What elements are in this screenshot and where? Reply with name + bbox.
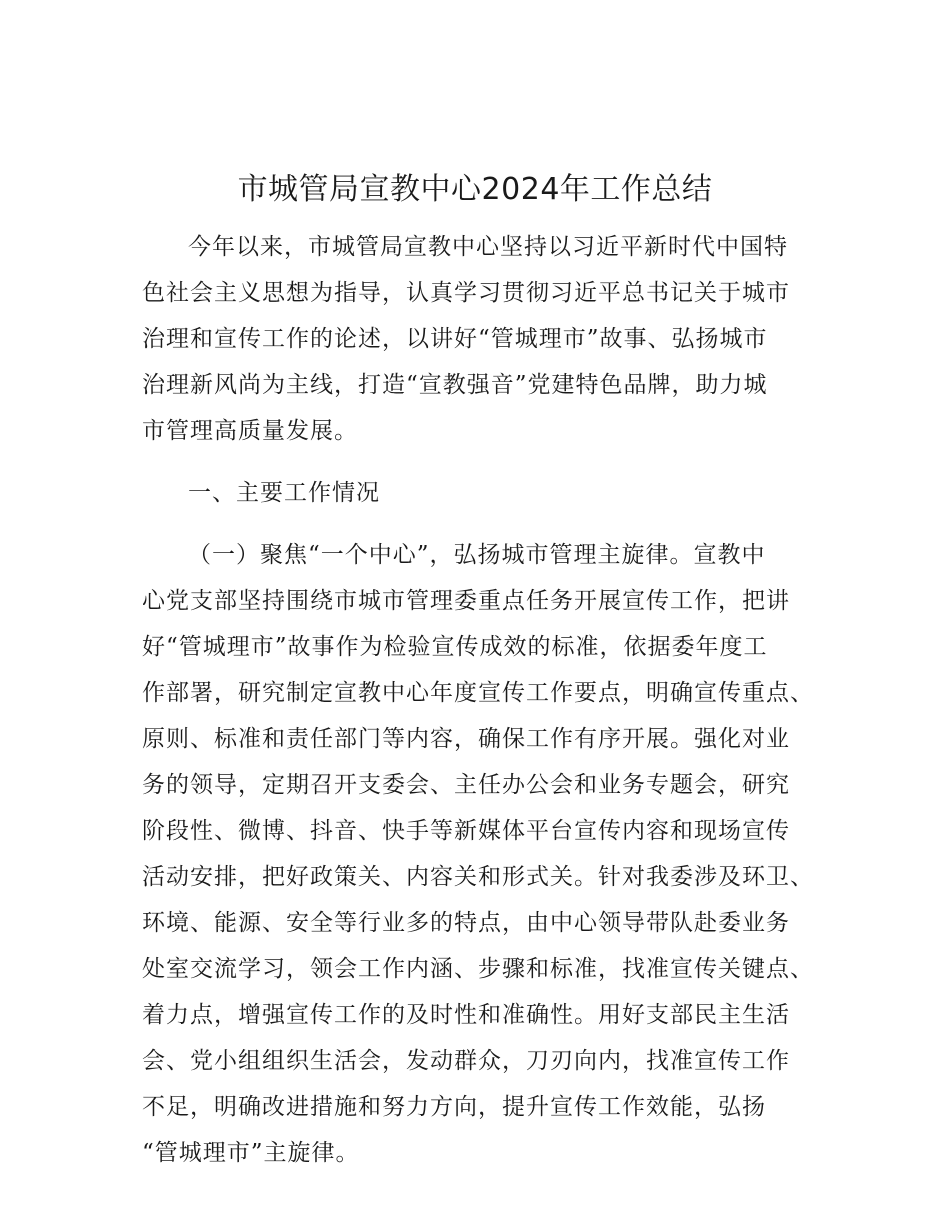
paragraph-line: 今年以来，市城管局宣教中心坚持以习近平新时代中国特 xyxy=(188,234,788,260)
document-title: 市城管局宣教中心2024年工作总结 xyxy=(237,172,713,207)
paragraph-line: 作部署，研究制定宣教中心年度宣传工作要点，明确宣传重点、 xyxy=(142,680,814,706)
paragraph-line: 治理新风尚为主线，打造“宣教强音”党建特色品牌，助力城 xyxy=(142,372,768,398)
paragraph-line: 原则、标准和责任部门等内容，确保工作有序开展。强化对业 xyxy=(142,726,790,752)
paragraph-line: 务的领导，定期召开支委会、主任办公会和业务专题会，研究 xyxy=(142,772,790,798)
paragraph-line: 活动安排，把好政策关、内容关和形式关。针对我委涉及环卫、 xyxy=(142,864,814,890)
intro-paragraph xyxy=(142,224,814,454)
paragraph-line: （一）聚焦“一个中心”，弘扬城市管理主旋律。宣教中 xyxy=(188,542,766,568)
paragraph-line: 治理和宣传工作的论述，以讲好“管城理市”故事、弘扬城市 xyxy=(142,326,768,352)
section-heading xyxy=(142,470,814,516)
paragraph-line: 不足，明确改进措施和努力方向，提升宣传工作效能，弘扬 xyxy=(142,1094,766,1120)
section-heading-text: 一、主要工作情况 xyxy=(188,480,380,506)
paragraph-line: 阶段性、微博、抖音、快手等新媒体平台宣传内容和现场宣传 xyxy=(142,818,790,844)
paragraph-line: 市管理高质量发展。 xyxy=(142,418,358,444)
paragraph-line: 处室交流学习，领会工作内涵、步骤和标准，找准宣传关键点、 xyxy=(142,956,814,982)
paragraph-line: 着力点，增强宣传工作的及时性和准确性。用好支部民主生活 xyxy=(142,1002,790,1028)
paragraph-line: “管城理市”主旋律。 xyxy=(142,1140,360,1166)
subsection-paragraph xyxy=(142,532,814,1176)
document-body xyxy=(142,224,814,1176)
paragraph-line: 会、党小组组织生活会，发动群众，刀刃向内，找准宣传工作 xyxy=(142,1048,790,1074)
paragraph-line: 环境、能源、安全等行业多的特点，由中心领导带队赴委业务 xyxy=(142,910,790,936)
paragraph-line: 心党支部坚持围绕市城市管理委重点任务开展宣传工作，把讲 xyxy=(142,588,790,614)
paragraph-line: 好“管城理市”故事作为检验宣传成效的标准，依据委年度工 xyxy=(142,634,768,660)
paragraph-line: 色社会主义思想为指导，认真学习贯彻习近平总书记关于城市 xyxy=(142,280,790,306)
